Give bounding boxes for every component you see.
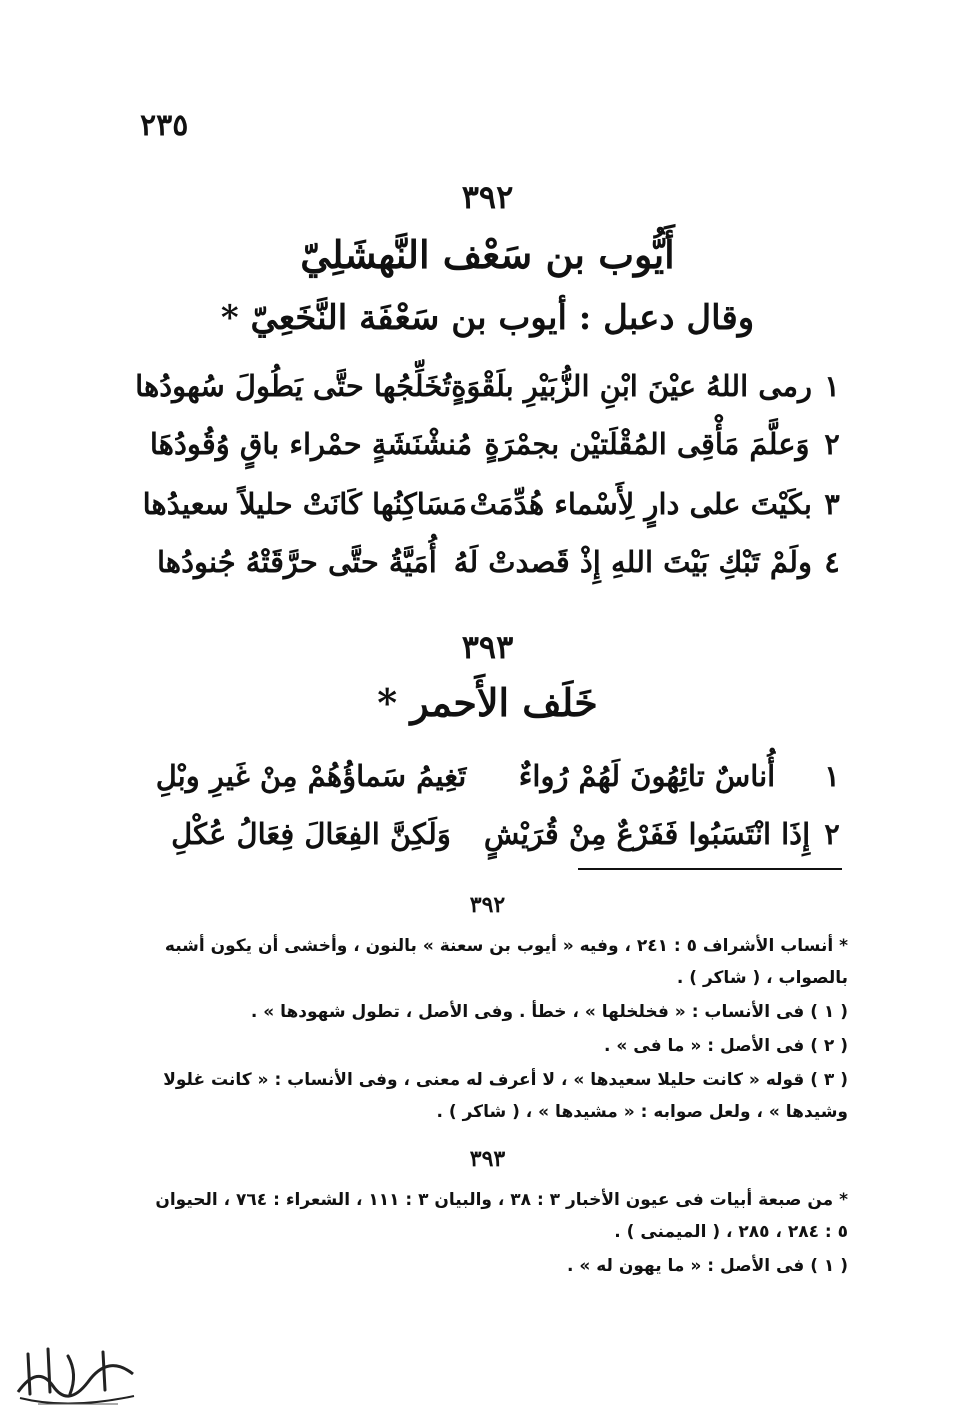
verse-number: ٤ [824, 545, 840, 579]
verse-second-hemistich: أُمَيَّةُ حتَّى حرَّقَتْهُ جُنودُها [156, 545, 437, 579]
verse-second-hemistich: تُخَلِّجُها حتَّى يَطُولَ سُهودُها [135, 369, 452, 403]
page-number: ٢٣٥ [140, 108, 189, 143]
section-title-393: خَلَف الأَحمر * [377, 680, 598, 725]
footnote: ( ١ ) فى الأنساب : « فخلخلها » ، خطأ . وفى الأصل ، تطول شهودها » . [250, 1002, 848, 1022]
verse-first-hemistich: رمى اللهُ عيْنَ ابْنِ الزُّبَيْرِ بلَقْوَةٍ [451, 369, 812, 403]
verse-row [140, 538, 852, 586]
verse-first-hemistich: ولَمْ تَبْكِ بَيْتَ اللهِ إِذْ قَصدتْ لَهُ [453, 545, 812, 579]
footnote: ( ٣ ) قوله « كانت حليلا سعيدها » ، لا أعرف له معنى ، وفى الأنساب : « كانت غلولا وشيدها » ، ولعل صوابه : « مشيدها » ، ( شاكر ) . [163, 1070, 848, 1122]
footnote: * أنساب الأشراف ٥ : ٢٤١ ، وفيه « أيوب بن سعنة » بالنون ، وأخشى أن يكون أشبه بالصواب ، ( شاكر ) . [164, 936, 848, 988]
verse-number: ٢ [824, 427, 840, 461]
verse-number: ٣ [824, 487, 840, 521]
verse-second-hemistich: مُنشْنَشَةٍ حمْراء باقٍ وُقُودُهَا [149, 427, 473, 461]
footnote: ( ١ ) فى الأصل : « ما يهون له » . [566, 1256, 848, 1276]
section-number-392: ٣٩٢ [461, 178, 514, 216]
footnote-heading-392: ٣٩٢ [469, 892, 506, 918]
verse-row [140, 480, 852, 528]
footnote: ( ٢ ) فى الأصل : « ما فى » . [603, 1036, 848, 1056]
verse-first-hemistich: بكَيْتَ على دارٍ لِأَسْماء هُدِّمَتْ [469, 487, 812, 521]
footnote-separator [578, 868, 842, 870]
section-subtitle-392: وقال دعبل : أيوب بن سَعْفَة النَّخَعِيّ * [220, 298, 755, 338]
verse-second-hemistich: تَغِيمُ سَماؤُهُمْ مِنْ غَيرِ وبْلِ [155, 759, 467, 793]
footnote-heading-393: ٣٩٣ [469, 1146, 506, 1172]
verse-row [140, 420, 852, 468]
section-title-392: أَيُّوب بن سَعْف النَّهشَلِيّ [300, 232, 675, 277]
verse-number: ١ [824, 759, 840, 793]
verse-row [140, 752, 852, 800]
verse-second-hemistich: وَلَكِنَّ الفِعَالَ فِعَالُ عُكْلِ [171, 817, 451, 851]
verse-first-hemistich: إِذَا انْتَسَبُوا فَفَرْعٌ مِنْ قُرَيْشٍ [483, 817, 811, 851]
footnote: * من صبعة أبيات فى عيون الأخبار ٣ : ٣٨ ، والبيان ٣ : ١١١ ، الشعراء : ٧٦٤ ، الحيوان ٥ : ٢٨٤ ، ٢٨٥ ، ( الميمنى ) . [155, 1190, 848, 1242]
verse-first-hemistich: أُناسٌ تائِهُونَ لَهُمْ رُواءٌ [518, 759, 776, 793]
verse-row [135, 362, 852, 410]
verse-second-hemistich: مَسَاكِنُها كَانَتْ حليلاً سعيدُها [142, 487, 468, 521]
section-number-393: ٣٩٣ [461, 628, 514, 666]
library-stamp-logo [8, 1334, 143, 1412]
verse-number: ١ [824, 369, 840, 403]
verse-first-hemistich: وَعلَّمَ مَأْقِى المُقْلَتيْن بجمْرَةٍ [484, 427, 810, 461]
verse-number: ٢ [824, 817, 840, 851]
verse-row [140, 810, 852, 858]
